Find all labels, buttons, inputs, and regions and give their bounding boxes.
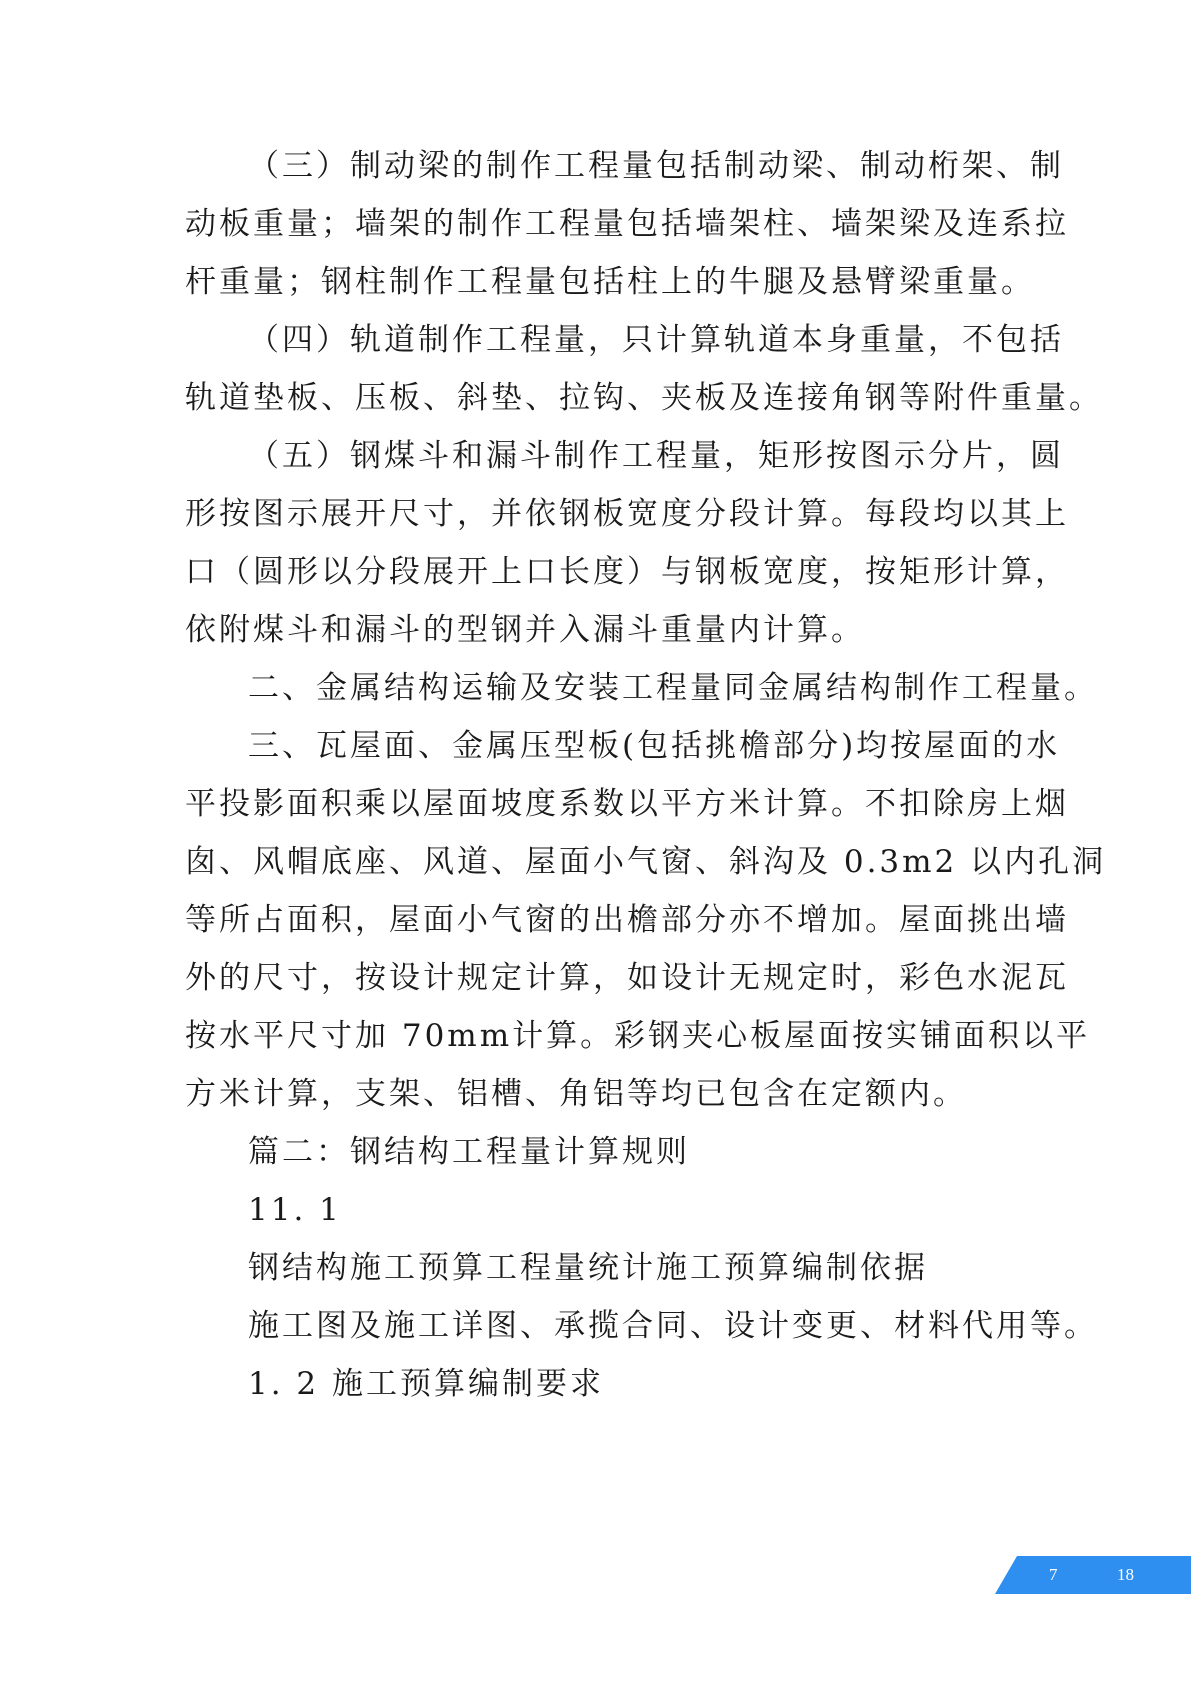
paragraph-line: （五）钢煤斗和漏斗制作工程量，矩形按图示分片，圆 — [248, 438, 1064, 474]
section-number: 11. 1 — [248, 1192, 342, 1228]
paragraph-line: 钢结构施工预算工程量统计施工预算编制依据 — [248, 1250, 928, 1286]
paragraph-line: 外的尺寸，按设计规定计算，如设计无规定时，彩色水泥瓦 — [185, 960, 1069, 996]
page-number-bar — [995, 1556, 1191, 1594]
paragraph-line: （三）制动梁的制作工程量包括制动梁、制动桁架、制 — [248, 148, 1064, 184]
paragraph-line: 口（圆形以分段展开上口长度）与钢板宽度，按矩形计算， — [185, 554, 1069, 590]
paragraph-line: 施工图及施工详图、承揽合同、设计变更、材料代用等。 — [248, 1308, 1098, 1344]
page-current-number: 7 — [1049, 1565, 1058, 1584]
paragraph-line: 动板重量；墙架的制作工程量包括墙架柱、墙架梁及连系拉 — [185, 206, 1069, 242]
paragraph-line: 方米计算，支架、铝槽、角铝等均已包含在定额内。 — [185, 1076, 967, 1112]
page-total-number: 18 — [1117, 1565, 1134, 1584]
paragraph-line: 三、瓦屋面、金属压型板(包括挑檐部分)均按屋面的水 — [248, 728, 1061, 764]
paragraph-line: 平投影面积乘以屋面坡度系数以平方米计算。不扣除房上烟 — [185, 786, 1069, 822]
paragraph-line: 依附煤斗和漏斗的型钢并入漏斗重量内计算。 — [185, 612, 865, 648]
paragraph-line: 轨道垫板、压板、斜垫、拉钩、夹板及连接角钢等附件重量。 — [185, 380, 1103, 416]
paragraph-line: 杆重量；钢柱制作工程量包括柱上的牛腿及悬臂梁重量。 — [185, 264, 1035, 300]
paragraph-line: 囱、风帽底座、风道、屋面小气窗、斜沟及 0.3m2 以内孔洞 — [185, 844, 1107, 880]
paragraph-line: 形按图示展开尺寸，并依钢板宽度分段计算。每段均以其上 — [185, 496, 1069, 532]
paragraph-line: 等所占面积，屋面小气窗的出檐部分亦不增加。屋面挑出墙 — [185, 902, 1069, 938]
paragraph-line: 按水平尺寸加 70mm计算。彩钢夹心板屋面按实铺面积以平 — [185, 1018, 1091, 1054]
section-number: 1. 2 施工预算编制要求 — [248, 1366, 605, 1402]
paragraph-line: （四）轨道制作工程量，只计算轨道本身重量，不包括 — [248, 322, 1064, 358]
paragraph-line: 二、金属结构运输及安装工程量同金属结构制作工程量。 — [248, 670, 1098, 706]
section-heading: 篇二：钢结构工程量计算规则 — [248, 1134, 690, 1170]
